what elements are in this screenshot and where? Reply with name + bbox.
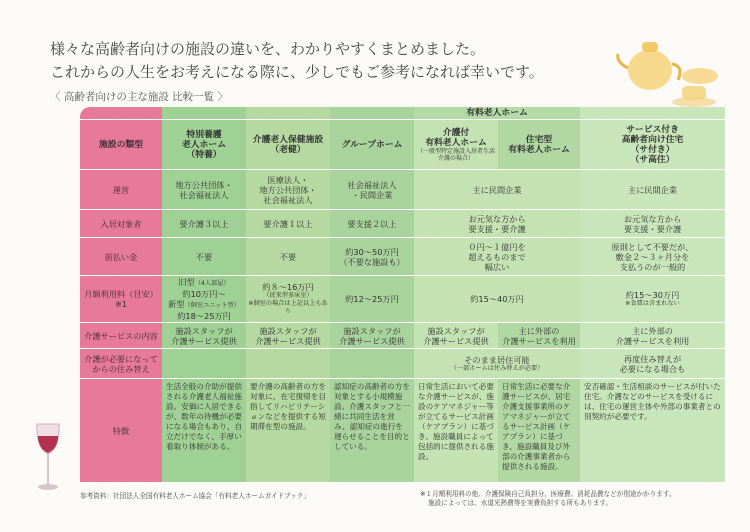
col-header-sakouju: サービス付き 高齢者向け住宅 （サ付き） （サ高住） xyxy=(580,120,725,170)
intro-line-2: これからの人生をお考えになる際に、少しでもご参考になれば幸いです。 xyxy=(50,63,544,81)
row-monthly: 月額利用料（目安）※1 旧型（4人部屋） 約10万円〜 新型（個室ユニット型） 約18〜25万円 約８〜16万円 （従来型多床室） ※個室の場合は上記以上もあり 約12〜25万円 約15〜40万円 約15〜30万円 ※食費は含まれない xyxy=(80,276,725,323)
col-header-rouken: 介護老人保健施設 （老健） xyxy=(246,120,330,170)
row-needcare: 介護が必要になって からの住み替え そのまま居住可能 （一部ホームは住み替えが必要） 再度住み替えが 必要になる場合も xyxy=(80,349,725,379)
row-label-care: 介護サービスの内容 xyxy=(80,323,162,349)
comparison-table xyxy=(80,107,725,483)
footnote: ※１月額利用料の他、介護保険自己負担分、医療費、消耗品費などが別途かかります。 施設によっては、水道光熱費等を実費負担する所もあります。 xyxy=(420,490,676,507)
row-prepay: 前払い金 不要 不要 約30〜50万円 （不要な施設も） ０円〜１億円を 超えるものまで 幅広い 原則として不要だが、 敷金２〜３ヶ月分を 支払うのが一般的 xyxy=(80,238,725,276)
col-header-kaigotsuki: 介護付 有料老人ホーム （一般型特定施設入居者生活介護の場合） xyxy=(414,120,498,170)
row-label-monthly: 月額利用料（目安）※1 xyxy=(80,276,162,323)
col-header-type: 施設の類型 xyxy=(80,120,162,170)
table-subtitle: 〈 高齢者向けの主な施設 比較一覧 〉 xyxy=(50,91,229,103)
teapot-illustration xyxy=(612,18,732,113)
row-label-prepay: 前払い金 xyxy=(80,238,162,276)
row-care: 介護サービスの内容 施設スタッフが 介護サービス提供 施設スタッフが 介護サービス提供 施設スタッフが 介護サービス提供 施設スタッフが 介護サービス提供 主に外部の 介護サービスを利用 主に外部の 介護サービスを利用 xyxy=(80,323,725,349)
intro-text xyxy=(50,38,544,84)
row-eligibility: 入居対象者 要介護３以上 要介護１以上 要支援２以上 お元気な方から 要支援・要介護 お元気な方から 要支援・要介護 xyxy=(80,210,725,238)
group-header-paid-homes: 有料老人ホーム xyxy=(414,107,580,120)
row-label-features: 特徴 xyxy=(80,379,162,483)
wine-glass-illustration xyxy=(33,420,63,495)
row-features: 特徴 生活全般の介助が提供される介護老人福祉施設。安価に入居できるが、数年の待機が必要になる場合もあり、自立だけでなく、手厚い看取り体制がある。 要介護の高齢者の方を対象に、在宅復帰を目指してリハビリテーションなどを提供する短期滞在型の施設。 認知症の高齢者の方を対象とする小規模施設。介護スタッフと一緒に共同生活を営み、認知症の進行を遅らせることを目的としている。 日常生活において必要な介護サービスが、施設のケアマネジャー等が立てるサービス計画（ケアプラン）に基づき、施設職員によって包括的に提供される施設。 日常生活に必要な介護サービスが、居宅介護支援事業所のケアマネジャーが立てるサービス計画（ケアプラン）に基づき、施設職員及び外部の介護事業者から提供される施設。 安否確認・生活相談のサービスが付いた住宅。介護などのサービスを受けるには、住宅の運営主体や外部の事業者との別契約が必要です。 xyxy=(80,379,725,483)
row-operation: 運営 地方公共団体・ 社会福祉法人 医療法人・ 地方公共団体・ 社会福祉法人 社会福祉法人 ・民間企業 主に民間企業 主に民間企業 xyxy=(80,170,725,210)
col-header-tokuyou: 特別養護 老人ホーム （特養） xyxy=(162,120,246,170)
row-label-operation: 運営 xyxy=(80,170,162,210)
row-label-needcare: 介護が必要になって からの住み替え xyxy=(80,349,162,379)
header-row xyxy=(80,120,725,170)
intro-line-1: 様々な高齢者向けの施設の違いを、わかりやすくまとめました。 xyxy=(50,40,486,58)
corner-cell xyxy=(80,107,162,120)
col-header-jutakugata: 住宅型 有料老人ホーム xyxy=(498,120,580,170)
source-note: 参考資料：社団法人全国有料老人ホーム協会「有料老人ホームガイドブック」 xyxy=(80,492,310,500)
row-label-eligibility: 入居対象者 xyxy=(80,210,162,238)
col-header-grouphome: グループホーム xyxy=(330,120,414,170)
